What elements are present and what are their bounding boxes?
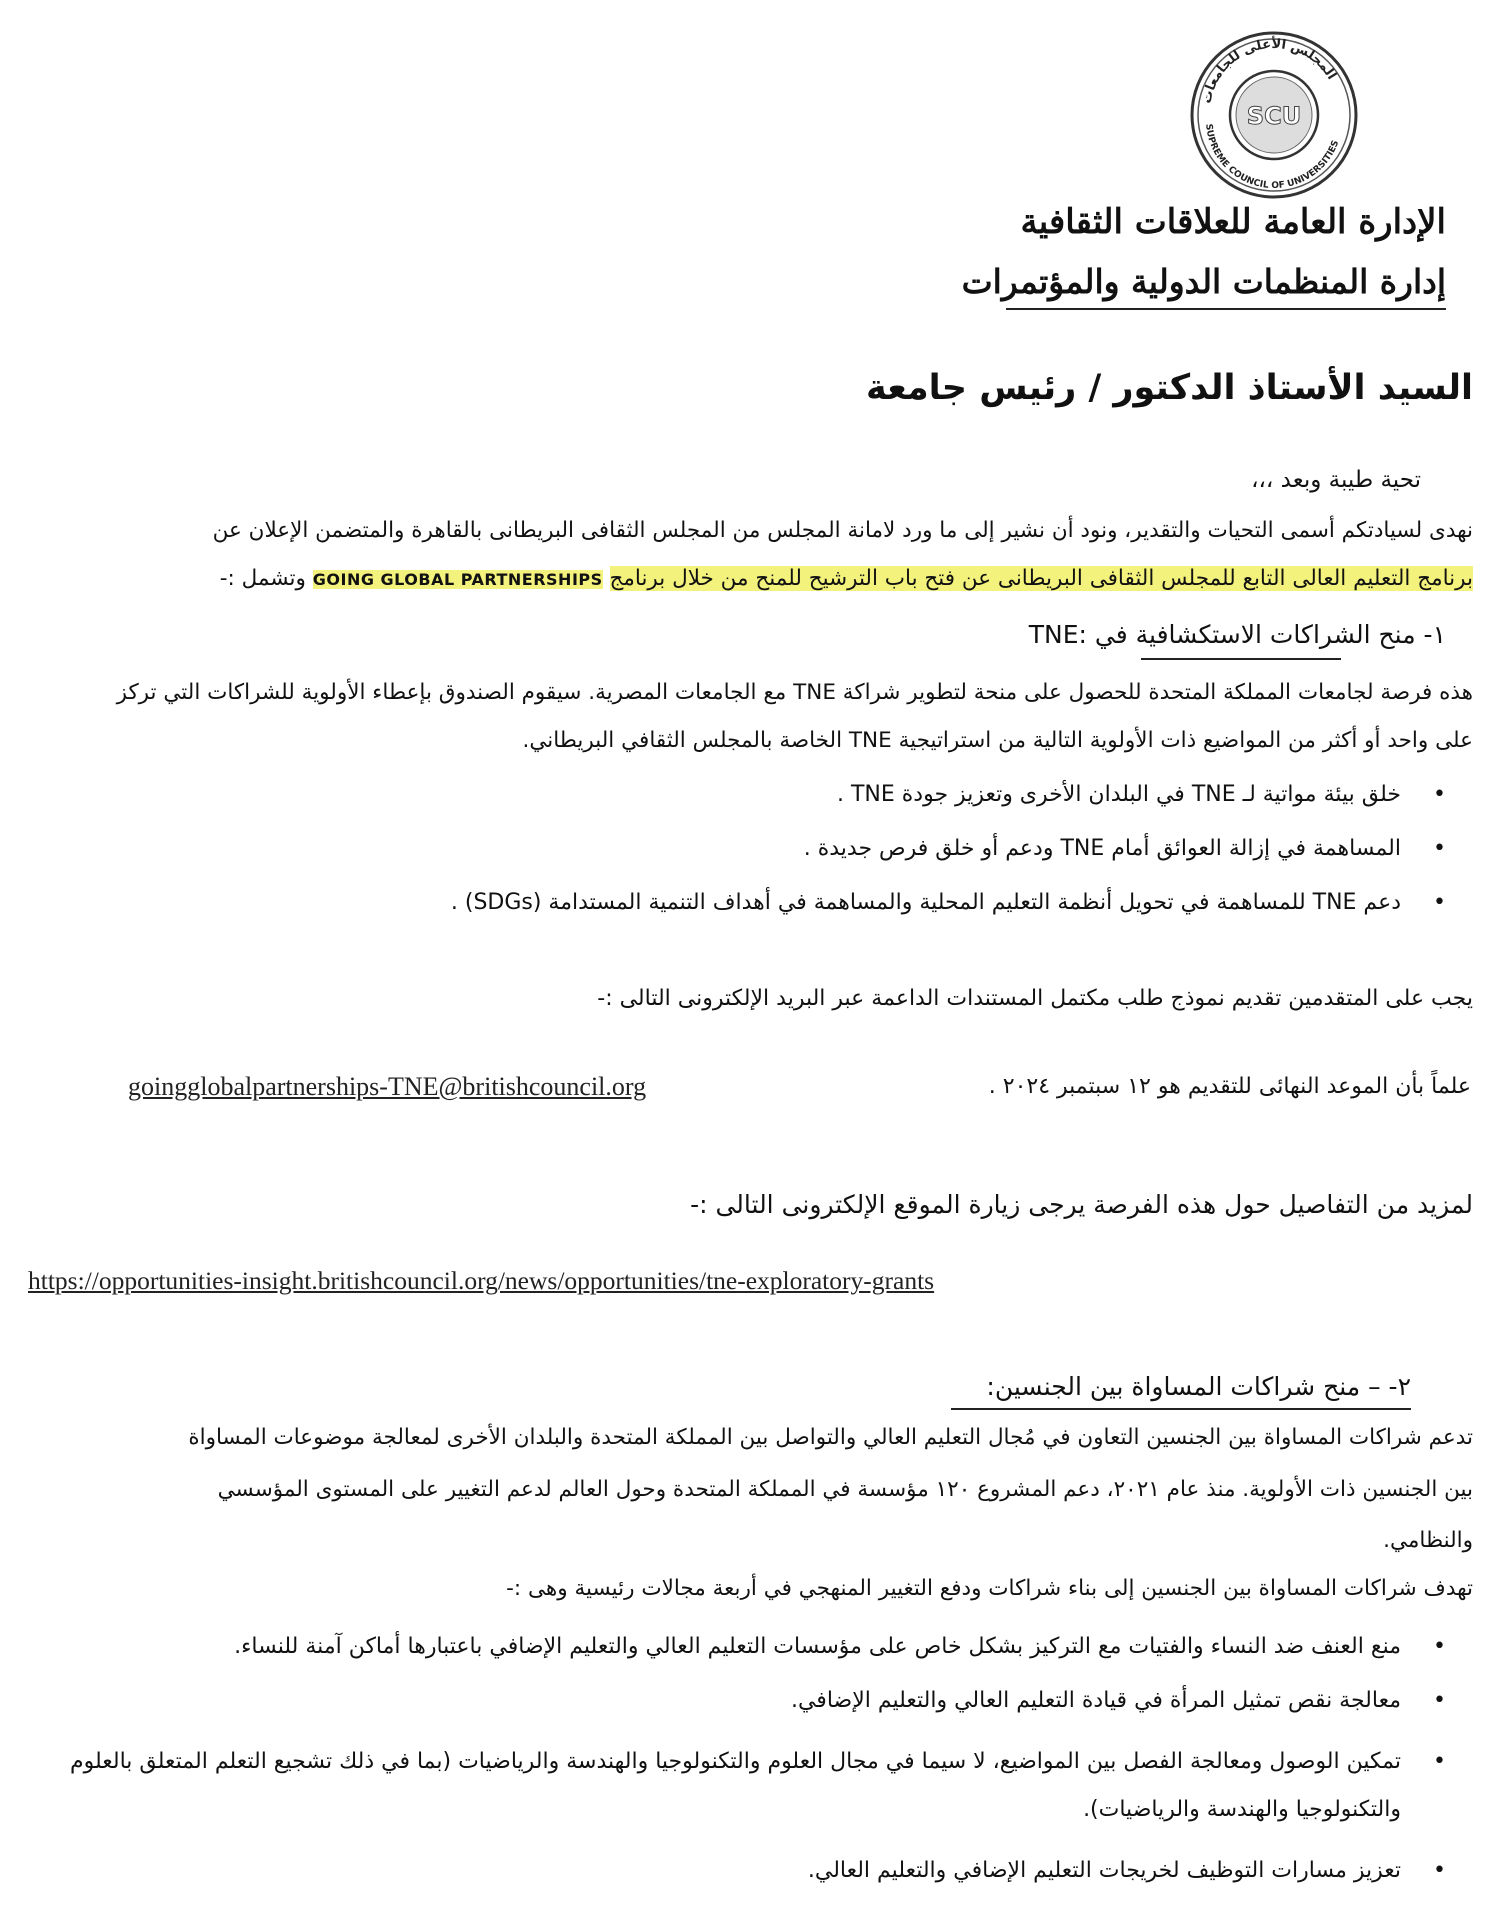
list-item: • المساهمة في إزالة العوائق أمام TNE ودعم أو خلق فرص جديدة .	[803, 836, 1446, 861]
section-2-title: ٢- – منح شراكات المساواة بين الجنسين:	[986, 1372, 1411, 1401]
section-1-para-line-1: هذه فرصة لجامعات المملكة المتحدة للحصول على منحة لتطوير شراكة TNE مع الجامعات المصرية. سيقوم الصندوق بإعطاء الأولوية للشراكات التي تركز	[116, 680, 1473, 705]
addressee: السيد الأستاذ الدكتور / رئيس جامعة	[866, 368, 1473, 408]
department-name: الإدارة العامة للعلاقات الثقافية	[1020, 202, 1446, 242]
section-1-title: ١- منح الشراكات الاستكشافية في :TNE	[1028, 620, 1446, 649]
list-item: • تمكين الوصول ومعالجة الفصل بين المواضيع، لا سيما في مجال العلوم والتكنولوجيا والهندسة والرياضيات (بما في ذلك تشجيع التعلم المتعلق بالعلوم والتكنولوجيا والهندسة والرياضيات).	[70, 1749, 1446, 1822]
section-1-underline	[1141, 658, 1341, 660]
section-2-para-line-3: والنظامي.	[1383, 1528, 1473, 1553]
seal-monogram: SCU	[1246, 102, 1302, 130]
list-item: • تعزيز مسارات التوظيف لخريجات التعليم الإضافي والتعليم العالي.	[807, 1858, 1446, 1883]
seal-english-text: SUPREME COUNCIL OF UNIVERSITIES	[1203, 123, 1342, 192]
list-item: • منع العنف ضد النساء والفتيات مع التركيز بشكل خاص على مؤسسات التعليم العالي والتعليم الإضافي باعتبارها أماكن آمنة للنساء.	[234, 1634, 1446, 1659]
greeting: تحية طيبة وبعد ،،،	[1251, 467, 1421, 493]
scu-seal-logo	[1170, 20, 1380, 200]
more-info-text: لمزيد من التفاصيل حول هذه الفرصة يرجى زيارة الموقع الإلكترونى التالى :-	[690, 1190, 1473, 1219]
list-item: • معالجة نقص تمثيل المرأة في قيادة التعليم العالي والتعليم الإضافي.	[790, 1688, 1446, 1713]
seal-arabic-text: المجلس الأعلى للجامعات	[1199, 36, 1339, 105]
intro-line-1: نهدى لسيادتكم أسمى التحيات والتقدير، ونود أن نشير إلى ما ورد لامانة المجلس من المجلس الثقافى البريطانى بالقاهرة والمتضمن الإعلان عن	[212, 518, 1473, 543]
submission-instruction: يجب على المتقدمين تقديم نموذج طلب مكتمل المستندات الداعمة عبر البريد الإلكترونى التالى :-	[597, 986, 1473, 1011]
section-2-bullets	[40, 1630, 1446, 1888]
submission-email-link[interactable]: goingglobalpartnerships-TNE@britishcouncil.org	[128, 1072, 647, 1101]
section-2-para-line-1: تدعم شراكات المساواة بين الجنسين التعاون في مُجال التعليم العالي والتواصل بين المملكة المتحدة والبلدان الأخرى لمعالجة موضوعات المساواة	[188, 1425, 1473, 1450]
section-2-para-line-2: بين الجنسين ذات الأولوية. منذ عام ٢٠٢١، دعم المشروع ١٢٠ مؤسسة في المملكة المتحدة وحول العالم لدعم التغيير على المستوى المؤسسي	[217, 1477, 1473, 1502]
seal-graphic	[1170, 20, 1380, 200]
section-2-aims-intro: تهدف شراكات المساواة بين الجنسين إلى بناء شراكات ودفع التغيير المنهجي في أربعة مجالات رئيسية وهى :-	[506, 1576, 1473, 1601]
program-name: GOING GLOBAL PARTNERSHIPS	[312, 570, 603, 589]
more-info-url-link[interactable]: https://opportunities-insight.britishcouncil.org/news/opportunities/tne-exploratory-grants	[28, 1266, 935, 1295]
sub-department-name: إدارة المنظمات الدولية والمؤتمرات	[961, 262, 1446, 301]
intro-line-2	[220, 566, 1473, 591]
section-1-bullets	[100, 782, 1446, 944]
intro-line-2-text: برنامج التعليم العالى التابع للمجلس الثقافى البريطانى عن فتح باب الترشيح للمنح من خلال برنامج	[609, 566, 1473, 591]
section-1-para-line-2: على واحد أو أكثر من المواضيع ذات الأولوية التالية من استراتيجية TNE الخاصة بالمجلس الثقافي البريطاني.	[522, 728, 1473, 753]
deadline-text: علماً بأن الموعد النهائى للتقديم هو ١٢ سبتمبر ٢٠٢٤ .	[988, 1074, 1471, 1099]
header-divider	[1006, 308, 1446, 310]
intro-line-2-end: وتشمل :-	[219, 566, 306, 591]
section-2-underline	[951, 1408, 1411, 1410]
list-item: • دعم TNE للمساهمة في تحويل أنظمة التعليم المحلية والمساهمة في أهداف التنمية المستدامة (SDGs) .	[450, 890, 1446, 915]
list-item: • خلق بيئة مواتية لـ TNE في البلدان الأخرى وتعزيز جودة TNE .	[836, 782, 1446, 807]
